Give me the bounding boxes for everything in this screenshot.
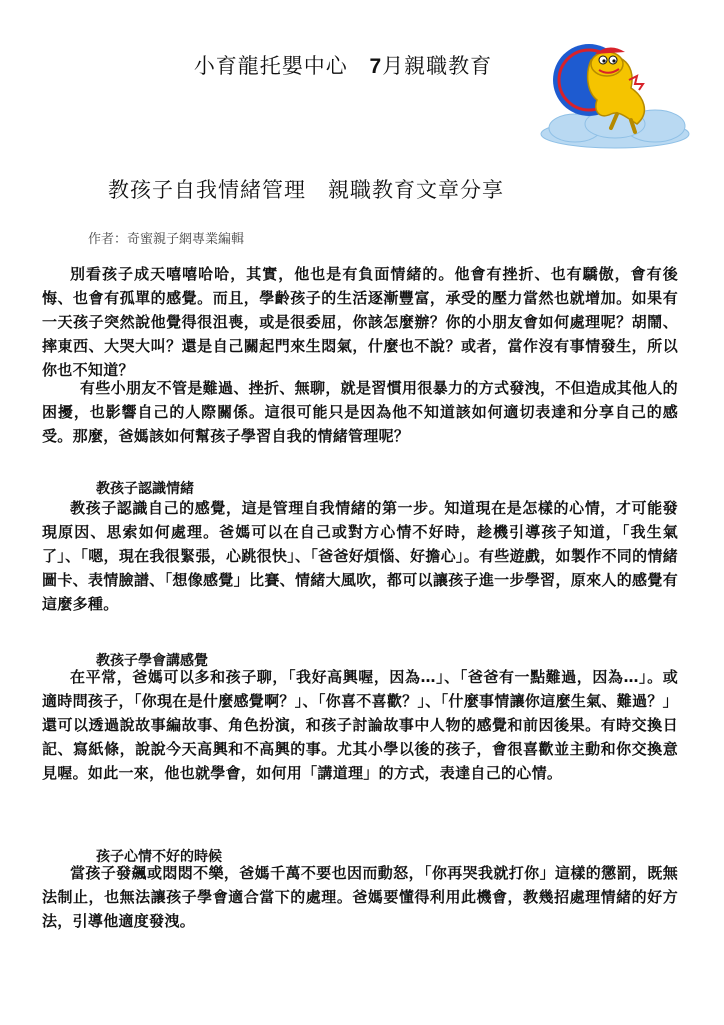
section-heading-express-feelings: 教孩子學會講感覺	[96, 653, 208, 669]
section-heading-bad-mood: 孩子心情不好的時候	[96, 849, 222, 865]
article-title: 教孩子自我情緒管理 親職教育文章分享	[108, 178, 504, 202]
section-body-bad-mood: 當孩子發飆或悶悶不樂，爸媽千萬不要也因而動怒，「你再哭我就打你」這樣的懲罰，既無法制止，也無法讓孩子學會適合當下的處理。爸媽要懂得利用此機會，教幾招處理情緒的好方法，引導他適度發洩。	[42, 864, 678, 930]
section-body-express-feelings: 在平常，爸媽可以多和孩子聊，「我好高興喔，因為…」、「爸爸有一點難過，因為…」。或適時問孩子，「你現在是什麼感覺啊？」、「你喜不喜歡？」、「什麼事情讓你這麼生氣、難過？」還可以透過說故事編故事、角色扮演，和孩子討論故事中人物的感覺和前因後果。有時交換日記、寫紙條，說說今天高興和不高興的事。尤其小學以後的孩子，會很喜歡並主動和你交換意見喔。如此一來，他也就學會，如何用「講道理」的方式，表達自己的心情。	[42, 668, 678, 782]
intro-paragraph-1: 別看孩子成天嘻嘻哈哈，其實，他也是有負面情緒的。他會有挫折、也有驕傲，會有後悔、也會有孤單的感覺。而且，學齡孩子的生活逐漸豐富，承受的壓力當然也就增加。如果有一天孩子突然說他覺得很沮喪，或是很委屈，你該怎麼辦？你的小朋友會如何處理呢？胡鬧、摔東西、大哭大叫？還是自己關起門來生悶氣，什麼也不說？或者，當作沒有事情發生，所以你也不知道？	[42, 265, 678, 379]
author-line: 作者：奇蜜親子網專業編輯	[88, 232, 245, 247]
section-body-recognize-emotions: 教孩子認識自己的感覺，這是管理自我情緒的第一步。知道現在是怎樣的心情，才可能發現原因、思索如何處理。爸媽可以在自己或對方心情不好時，趁機引導孩子知道，「我生氣了」、「嗯，現在我很緊張，心跳很快」、「爸爸好煩惱、好擔心」。有些遊戲，如製作不同的情緒圖卡、表情臉譜、「想像感覺」比賽、情緒大風吹，都可以讓孩子進一步學習，原來人的感覺有這麼多種。	[42, 499, 678, 613]
month-number: 7	[369, 55, 383, 78]
month-suffix: 月親職教育	[382, 54, 493, 78]
section-heading-recognize-emotions: 教孩子認識情緒	[96, 481, 194, 497]
intro-paragraph-2: 有些小朋友不管是難過、挫折、無聊，就是習慣用很暴力的方式發洩，不但造成其他人的困擾，也影響自己的人際關係。這很可能只是因為他不知道該如何適切表達和分享自己的感受。那麼，爸媽該如何幫孩子學習自我的情緒管理呢？	[42, 379, 678, 445]
dragon-on-cloud-icon	[533, 40, 697, 152]
center-name: 小育龍托嬰中心	[193, 54, 348, 78]
